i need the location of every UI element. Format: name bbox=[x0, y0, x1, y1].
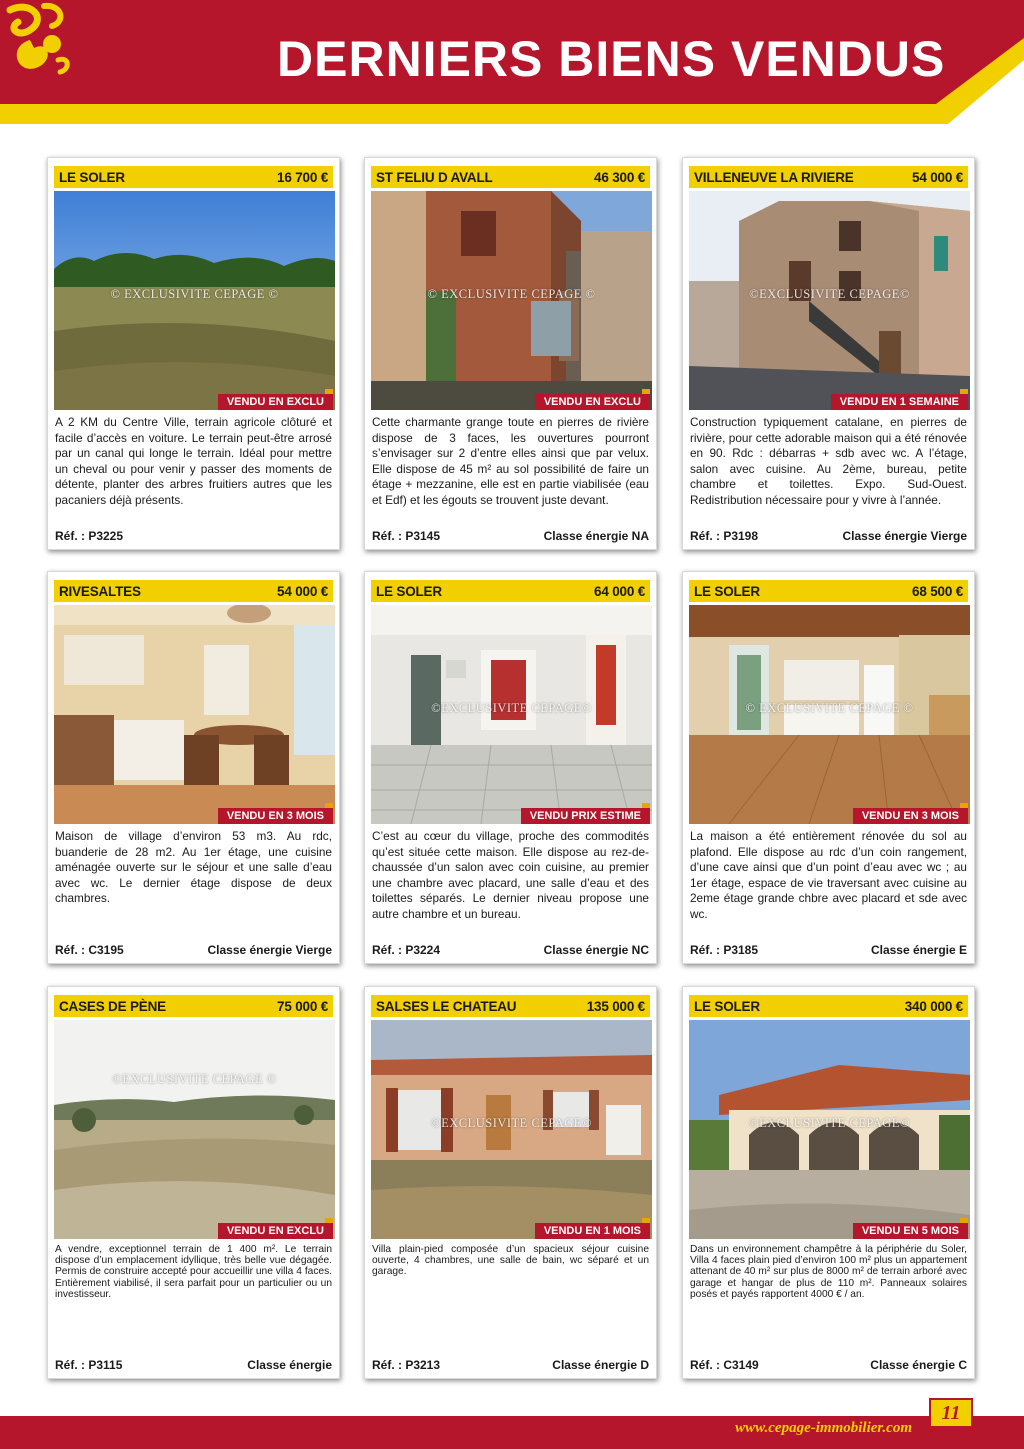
listing-price: 340 000 € bbox=[904, 998, 963, 1014]
listing-ref: Réf. : P3145 bbox=[372, 529, 441, 543]
listing-card[interactable] bbox=[364, 986, 657, 1379]
energy-class: Classe énergie Vierge bbox=[842, 529, 967, 543]
energy-class: Classe énergie Vierge bbox=[207, 943, 332, 957]
listing-price: 46 300 € bbox=[594, 169, 645, 185]
listing-town: RIVESALTES bbox=[59, 583, 141, 599]
card-title-bar bbox=[371, 995, 650, 1017]
listing-ref: Réf. : P3213 bbox=[372, 1358, 441, 1372]
sold-badge: VENDU EN EXCLU bbox=[218, 1223, 333, 1239]
sold-badge: VENDU EN 3 MOIS bbox=[853, 808, 968, 824]
kitchen-photo[interactable] bbox=[54, 605, 335, 824]
card-footer bbox=[690, 943, 967, 957]
card-title-bar bbox=[371, 166, 650, 188]
listing-card[interactable] bbox=[47, 571, 340, 964]
listing-card[interactable] bbox=[364, 157, 657, 550]
card-title-bar bbox=[54, 580, 333, 602]
card-footer bbox=[55, 1358, 332, 1372]
listing-description: A vendre, exceptionnel terrain de 1 400 m². Le terrain dispose d’un emplacement idyllique, très belle vue dégagée. Permis de construire accepté pour accueillir une villa 4 faces. Entièrement viabilisé, il sera parfait pour un particulier ou un investisseur. bbox=[55, 1244, 332, 1300]
photo-watermark: © EXCLUSIVITE CEPAGE © bbox=[110, 287, 279, 301]
card-footer bbox=[690, 1358, 967, 1372]
card-footer bbox=[372, 529, 649, 543]
catalan-house-photo[interactable] bbox=[689, 191, 970, 410]
listing-price: 75 000 € bbox=[277, 998, 328, 1014]
listing-town: LE SOLER bbox=[694, 998, 760, 1014]
sold-badge: VENDU EN EXCLU bbox=[535, 394, 650, 410]
listing-card[interactable] bbox=[682, 571, 975, 964]
grape-logo-icon bbox=[0, 0, 72, 76]
card-title-bar bbox=[54, 995, 333, 1017]
listing-ref: Réf. : P3224 bbox=[372, 943, 441, 957]
card-title-bar bbox=[689, 166, 968, 188]
card-footer bbox=[55, 943, 332, 957]
listing-card[interactable] bbox=[682, 986, 975, 1379]
listing-town: VILLENEUVE LA RIVIERE bbox=[694, 169, 854, 185]
card-title-bar bbox=[689, 995, 968, 1017]
listing-description: Dans un environnement champêtre à la périphérie du Soler, Villa 4 faces plain pied d’environ 100 m² plus un appartement attenant de 40 m² sur plus de 8000 m² de terrain arboré avec garage et hangar de plus de 110 m². Panneaux solaires posés et payés rapportent 4000 € / an. bbox=[690, 1244, 967, 1300]
card-title-bar bbox=[54, 166, 333, 188]
tiled-room-photo[interactable] bbox=[371, 605, 652, 824]
listing-description: A 2 KM du Centre Ville, terrain agricole clôturé et facile d’accès en voiture. Le terrain peut-être arrosé par un canal qui longe le terrain. Idéal pour mettre un cheval ou pour venir y passer des moments de détente, planter des arbres fruitiers autres que les pacaniers déjà présents. bbox=[55, 415, 332, 507]
energy-class: Classe énergie E bbox=[870, 943, 967, 957]
photo-watermark: ©EXCLUSIVITE CEPAGE© bbox=[431, 1116, 592, 1130]
sold-badge: VENDU EN 1 SEMAINE bbox=[831, 394, 968, 410]
photo-watermark: ©EXCLUSIVITE CEPAGE© bbox=[749, 1116, 910, 1130]
energy-class: Classe énergie bbox=[247, 1358, 332, 1372]
listing-card[interactable] bbox=[682, 157, 975, 550]
listing-card[interactable] bbox=[364, 571, 657, 964]
listing-description: La maison a été entièrement rénovée du sol au plafond. Elle dispose au rdc d’un coin rangement, d’une cave ainsi que d’un point d’eau avec wc ; au 1er étage, espace de vie traversant avec cuisine au 2eme étage grande chbre avec placard et sde avec wc. bbox=[690, 829, 967, 921]
photo-watermark: © EXCLUSIVITE CEPAGE © bbox=[745, 701, 914, 715]
page-footer bbox=[0, 1402, 1024, 1449]
listing-town: CASES DE PÈNE bbox=[59, 998, 166, 1014]
listing-town: ST FELIU D AVALL bbox=[376, 169, 493, 185]
photo-watermark: ©EXCLUSIVITE CEPAGE© bbox=[431, 701, 592, 715]
page-number: 11 bbox=[929, 1398, 973, 1428]
listing-town: SALSES LE CHATEAU bbox=[376, 998, 517, 1014]
energy-class: Classe énergie C bbox=[870, 1358, 967, 1372]
page-header bbox=[0, 0, 1024, 135]
photo-watermark: © EXCLUSIVITE CEPAGE © bbox=[427, 287, 596, 301]
renovated-room-photo[interactable] bbox=[689, 605, 970, 824]
listing-description: Maison de village d’environ 53 m3. Au rdc, buanderie de 28 m2. Au 1er étage, une cuisine aménagée ouverte sur le séjour et une salle d’eau avec wc. Le dernier étage dispose de deux chambres. bbox=[55, 829, 332, 905]
listing-description: Villa plain-pied composée d’un spacieux séjour cuisine ouverte, 4 chambres, une salle de bain, wc séparé et un garage. bbox=[372, 1244, 649, 1278]
villa-terrace-photo[interactable] bbox=[689, 1020, 970, 1239]
card-title-bar bbox=[689, 580, 968, 602]
listing-ref: Réf. : P3225 bbox=[55, 529, 124, 543]
listing-price: 68 500 € bbox=[912, 583, 963, 599]
card-footer bbox=[55, 529, 332, 543]
listing-town: LE SOLER bbox=[376, 583, 442, 599]
card-footer bbox=[372, 943, 649, 957]
villa-photo[interactable] bbox=[371, 1020, 652, 1239]
listing-ref: Réf. : P3198 bbox=[690, 529, 759, 543]
field-photo[interactable] bbox=[54, 191, 335, 410]
card-footer bbox=[372, 1358, 649, 1372]
sold-badge: VENDU PRIX ESTIME bbox=[521, 808, 650, 824]
energy-class: Classe énergie D bbox=[552, 1358, 649, 1372]
listing-price: 64 000 € bbox=[594, 583, 645, 599]
stone-barn-photo[interactable] bbox=[371, 191, 652, 410]
energy-class: Classe énergie NA bbox=[543, 529, 649, 543]
photo-watermark: ©EXCLUSIVITE CEPAGE© bbox=[749, 287, 910, 301]
sold-badge: VENDU EN EXCLU bbox=[218, 394, 333, 410]
listing-price: 54 000 € bbox=[912, 169, 963, 185]
listing-price: 16 700 € bbox=[277, 169, 328, 185]
photo-watermark: ©EXCLUSIVITE CEPAGE © bbox=[112, 1072, 277, 1086]
listing-description: Cette charmante grange toute en pierres de rivière dispose de 3 faces, les ouvertures pourront s’envisager sur 2 d’entre elles ainsi que par velux. Elle dispose de 45 m² au sol possibilité de faire un étage + mezzanine, elle est en partie viabilisée (eau et Edf) et les égouts se trouvent juste devant. bbox=[372, 415, 649, 507]
land-plot-photo[interactable] bbox=[54, 1020, 335, 1239]
listing-ref: Réf. : P3115 bbox=[55, 1358, 123, 1372]
card-footer bbox=[690, 529, 967, 543]
listing-ref: Réf. : P3185 bbox=[690, 943, 759, 957]
listing-price: 54 000 € bbox=[277, 583, 328, 599]
listing-price: 135 000 € bbox=[586, 998, 645, 1014]
page-title: DERNIERS BIENS VENDUS bbox=[277, 31, 946, 87]
sold-badge: VENDU EN 1 MOIS bbox=[535, 1223, 650, 1239]
listing-description: Construction typiquement catalane, en pierres de rivière, pour cette adorable maison qui a été rénovée en 90. Rdc : débarras + sdb avec wc. A l’étage, salon avec cuisine. Au 2ème, bureau, petite chambre et toilettes. Expo. Sud-Ouest. Redistribution nécessaire pour y vivre à l’année. bbox=[690, 415, 967, 507]
listing-ref: Réf. : C3149 bbox=[690, 1358, 759, 1372]
listing-town: LE SOLER bbox=[59, 169, 125, 185]
card-title-bar bbox=[371, 580, 650, 602]
listing-town: LE SOLER bbox=[694, 583, 760, 599]
listing-description: C’est au cœur du village, proche des commodités qu’est située cette maison. Elle dispose au rez-de-chaussée d’un salon avec coin cuisine, au premier une chambre avec placard, une salle d’eau et des toilettes séparés. Le dernier niveau propose une autre chambre et un bureau. bbox=[372, 829, 649, 921]
listing-card[interactable] bbox=[47, 157, 340, 550]
website-link[interactable]: www.cepage-immobilier.com bbox=[735, 1420, 912, 1436]
listing-card[interactable] bbox=[47, 986, 340, 1379]
sold-badge: VENDU EN 5 MOIS bbox=[853, 1223, 968, 1239]
listing-ref: Réf. : C3195 bbox=[55, 943, 124, 957]
sold-badge: VENDU EN 3 MOIS bbox=[218, 808, 333, 824]
energy-class: Classe énergie NC bbox=[543, 943, 649, 957]
